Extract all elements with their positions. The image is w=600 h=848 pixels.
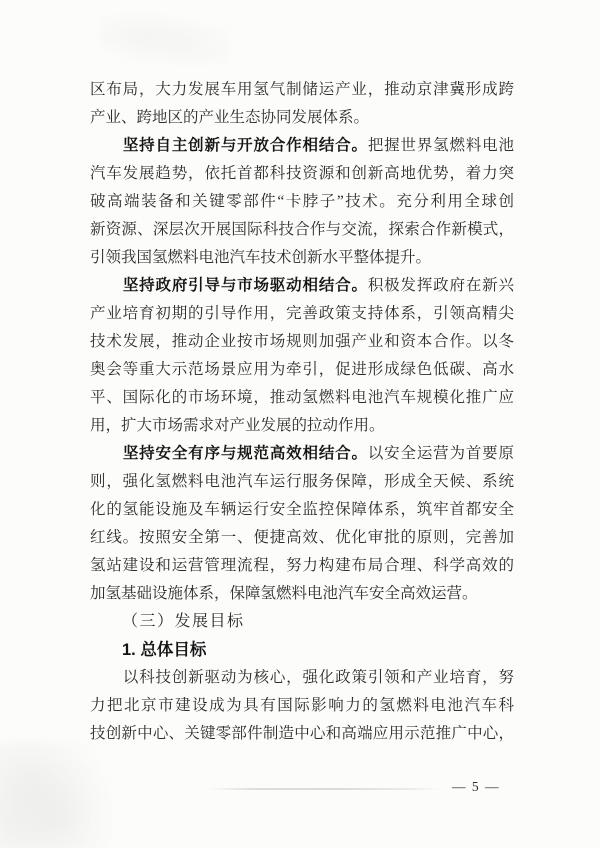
paragraph-indent [90,289,122,290]
text-line [90,104,514,132]
text-block [90,76,514,748]
paragraph-indent [90,625,122,626]
text-segment: 平、国际化的市场环境，推动氢燃料电池汽车规模化推广应 [90,389,514,406]
text-segment: 新资源、深层次开展国际科技合作与交流，探索合作新模式， [90,221,514,238]
text-line [90,356,514,384]
paragraph [90,608,514,636]
text-segment: 区布局，大力发展车用氢气制储运产业，推动京津冀形成跨 [90,81,514,98]
text-line [90,552,514,580]
text-line [90,636,514,664]
text-line [90,76,514,104]
text-segment: 以安全运营为首要原 [367,445,514,462]
bold-text-segment: 坚持安全有序与规范高效相结合。 [122,445,368,462]
text-segment: （三）发展目标 [122,613,245,630]
paragraph [90,132,514,272]
paragraph-indent [90,681,122,682]
text-segment: 红线。按照安全第一、便捷高效、优化审批的原则，完善加 [90,529,514,546]
text-line [90,608,514,636]
text-line [90,692,514,720]
text-line [90,328,514,356]
bold-text-segment: 坚持政府引导与市场驱动相结合。 [122,277,368,294]
text-line [90,412,514,440]
text-segment: 力把北京市建设成为具有国际影响力的氢燃料电池汽车科 [90,697,514,714]
scan-smudge-bottom-left [0,742,112,848]
text-segment: 产业、跨地区的产业生态协同发展体系。 [90,109,370,126]
text-line [90,524,514,552]
text-line [90,664,514,692]
text-segment: 则，强化氢燃料电池汽车运行服务保障，形成全天候、系统 [90,473,514,490]
paragraph [90,440,514,608]
text-segment: 以科技创新驱动为核心，强化政策引领和产业培育，努 [122,669,514,686]
text-line [90,244,514,272]
paragraph-indent [90,654,122,655]
text-segment: 引领我国氢燃料电池汽车技术创新水平整体提升。 [90,249,432,266]
text-line [90,188,514,216]
text-segment: 技术发展，推动企业按市场规则加强产业和资本合作。以冬 [90,333,514,350]
text-line [90,720,514,748]
text-line [90,300,514,328]
text-line [90,216,514,244]
paragraph [90,636,514,664]
text-segment: 氢站建设和运营管理流程，努力构建布局合理、科学高效的 [90,557,514,574]
text-line [90,160,514,188]
text-segment: 化的氢能设施及车辆运行安全监控保障体系，筑牢首都安全 [90,501,514,518]
text-segment: 用，扩大市场需求对产业发展的拉动作用。 [90,417,385,434]
paragraph-indent [90,457,122,458]
text-segment: 奥会等重大示范场景应用为牵引，促进形成绿色低碳、高水 [90,361,514,378]
text-line [90,132,514,160]
text-segment: 积极发挥政府在新兴 [367,277,514,294]
paragraph [90,76,514,132]
text-line [90,468,514,496]
paragraph [90,664,514,748]
text-segment: 加氢基础设施体系，保障氢燃料电池汽车安全高效运营。 [90,585,478,602]
bold-text-segment: 1. 总体目标 [122,641,207,659]
text-line [90,496,514,524]
text-line [90,272,514,300]
paragraph-indent [90,149,122,150]
text-line [90,384,514,412]
text-segment: 产业培育初期的引导作用，完善政策支持体系，引领高精尖 [90,305,514,322]
text-segment: 汽车发展趋势，依托首都科技资源和创新高地优势，着力突 [90,165,514,182]
text-segment: 技创新中心、关键零部件制造中心和高端应用示范推广中心， [90,725,514,742]
scan-smudge-top [100,14,230,64]
text-segment: 把握世界氢燃料电池 [367,137,514,154]
scan-artifact-line [208,788,440,790]
text-segment: 破高端装备和关键零部件“卡脖子”技术。充分利用全球创 [90,193,514,210]
page-number: — 5 — [452,779,500,794]
text-line [90,580,514,608]
bold-text-segment: 坚持自主创新与开放合作相结合。 [122,137,368,154]
paragraph [90,272,514,440]
text-line [90,440,514,468]
